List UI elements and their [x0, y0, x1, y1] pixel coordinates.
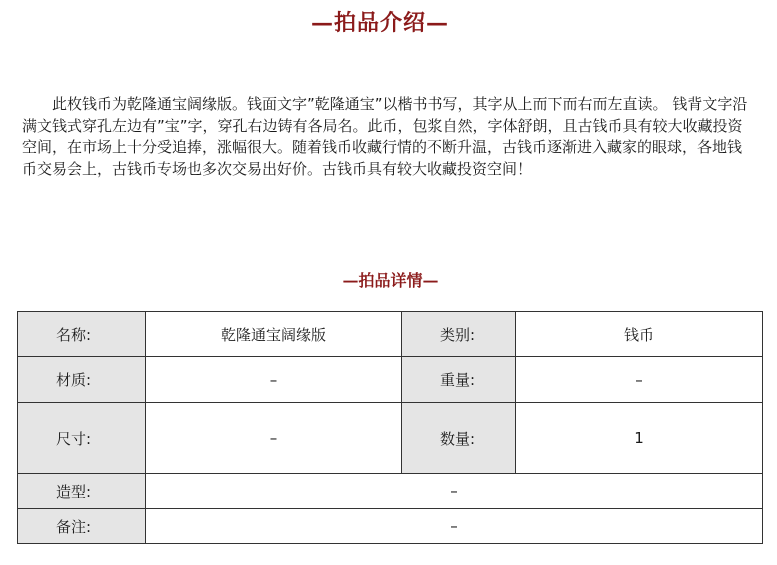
details-table	[17, 311, 763, 544]
size-value: –	[146, 403, 402, 474]
material-value: –	[146, 357, 402, 403]
intro-paragraph: 此枚钱币为乾隆通宝阔缘版。钱面文字”乾隆通宝”以楷书书写，其字从上而下而右而左直读。 钱背文字沿满文钱式穿孔左边有”宝”字，穿孔右边铸有各局名。此币，包浆自然，字体舒朗，且古钱币具有较大收藏投资空间，在市场上十分受追捧，涨幅很大。随着钱币收藏行情的不断升温，古钱币逐渐进入藏家的眼球，各地钱币交易会上，古钱币专场也多次交易出好价。古钱币具有较大收藏投资空间！	[22, 95, 748, 178]
shape-value: –	[146, 474, 763, 509]
weight-label: 重量:	[402, 357, 516, 403]
category-value: 钱币	[516, 312, 763, 357]
intro-section-title: —拍品介绍—	[310, 10, 449, 36]
size-label: 尺寸:	[18, 403, 146, 474]
table-row	[18, 312, 763, 357]
quantity-value: 1	[516, 403, 763, 474]
weight-value: –	[516, 357, 763, 403]
table-row	[18, 509, 763, 544]
details-section-title: —拍品详情—	[342, 271, 439, 290]
note-value: –	[146, 509, 763, 544]
shape-label: 造型:	[18, 474, 146, 509]
note-label: 备注:	[18, 509, 146, 544]
table-row	[18, 357, 763, 403]
name-label: 名称:	[18, 312, 146, 357]
name-value: 乾隆通宝阔缘版	[146, 312, 402, 357]
category-label: 类别:	[402, 312, 516, 357]
table-row	[18, 474, 763, 509]
table-row	[18, 403, 763, 474]
quantity-label: 数量:	[402, 403, 516, 474]
material-label: 材质:	[18, 357, 146, 403]
